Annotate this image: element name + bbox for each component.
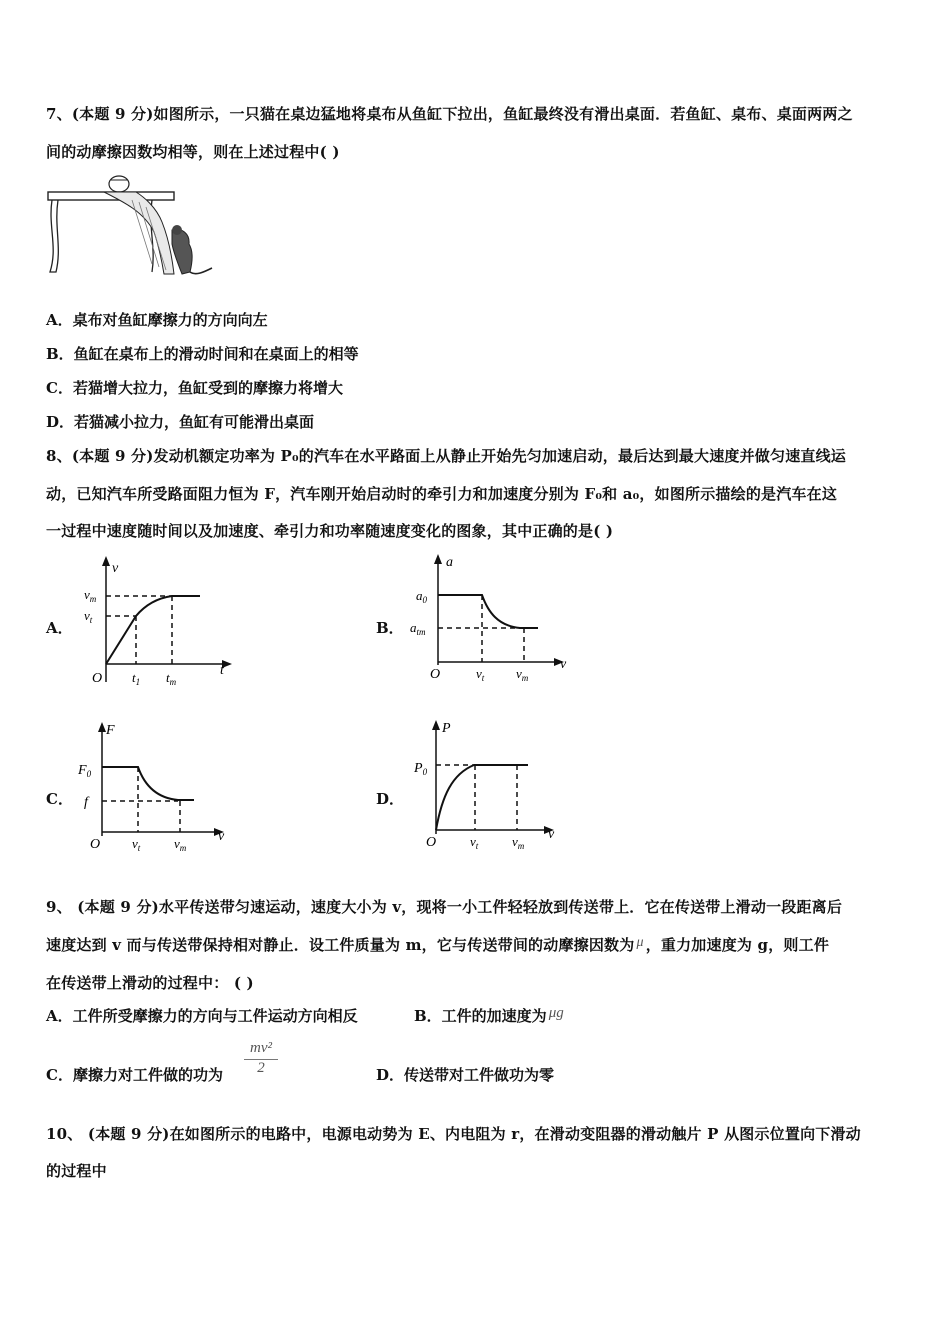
q7-text-line2: 间的动摩擦因数均相等，则在上述过程中( ) [46,143,340,161]
graph-b-curve [438,595,538,628]
graph-c-x2-label: $v_m$ [174,836,187,853]
graph-c-y-label: F [106,723,115,738]
graph-b-ymid-label: $a_{tm}$ [410,620,426,637]
q7-option-b[interactable]: B．鱼缸在桌布上的滑动时间和在桌面上的相等 [46,345,359,363]
graph-d-y-label: P [442,721,451,736]
graph-a-x1-label: $t_1$ [132,670,141,687]
graph-d-x2-label: $v_m$ [512,834,525,851]
graph-c-y-arrow [98,722,106,732]
work-fraction [244,1040,278,1077]
graph-c [72,718,242,858]
q8-text-line2: 动，已知汽车所受路面阻力恒为 F，汽车刚开始启动时的牵引力和加速度分别为 F₀和 a₀，如图所示描绘的是汽车在这 [46,485,838,503]
graph-c-curve [102,767,194,800]
q9-option-a[interactable]: A．工件所受摩擦力的方向与工件运动方向相反 [46,1007,358,1025]
graph-d-x1-label: $v_t$ [470,834,479,851]
q8-option-c-label[interactable]: C． [46,790,73,808]
graph-c-x-label: v [218,829,225,844]
q7-option-a[interactable]: A．桌布对鱼缸摩擦力的方向向左 [46,311,268,329]
graph-c-ytop-label: $F_0$ [78,763,92,779]
q9-text-line3: 在传送带上滑动的过程中： ( ) [46,974,254,992]
graph-b-y-label: a [446,555,453,570]
graph-b-x-label: v [560,657,567,672]
q10-text-line1: 10、 (本题 9 分)在如图所示的电路中，电源电动势为 E、内电阻为 r，在滑动变阻器的滑动触片 P 从图示位置向下滑动 [46,1125,861,1143]
graph-a-y-arrow [102,556,110,566]
graph-d-origin: O [426,835,437,850]
q9-text-line2 [46,934,829,955]
graph-a-ytop-label: $v_m$ [84,587,97,604]
q10-text-line2: 的过程中 [46,1162,107,1180]
fraction-numerator: mv² [250,1040,272,1056]
q8-text-line3: 一过程中速度随时间以及加速度、牵引力和功率随速度变化的图象，其中正确的是( ) [46,522,614,540]
graph-b [408,550,578,690]
q9-text-line2a: 速度达到 v 而与传送带保持相对静止．设工件质量为 m，它与传送带间的动摩擦因数为 [46,936,635,954]
graph-c-x1-label: $v_t$ [132,836,141,853]
graph-d-y-arrow [432,720,440,730]
graph-a-x2-label: $t_m$ [166,670,177,687]
graph-d-ytop-label: $P_0$ [414,761,428,777]
q7-option-d[interactable]: D．若猫减小拉力，鱼缸有可能滑出桌面 [46,413,315,431]
graph-a-curve [106,596,200,664]
graph-b-x2-label: $v_m$ [516,666,529,683]
q8-text-line1: 8、(本题 9 分)发动机额定功率为 P₀的汽车在水平路面上从静止开始先匀加速启动，最后达到最大速度并做匀速直线运 [46,447,846,465]
graph-b-x1-label: $v_t$ [476,666,485,683]
q8-option-b-label[interactable]: B． [376,619,404,637]
q9-option-b[interactable] [414,1005,564,1026]
graph-d-curve [436,765,528,830]
graph-a-y-label: v [112,561,119,576]
mu-g-math: μg [548,1005,564,1021]
graph-a [76,552,236,692]
graph-a-ymid-label: $v_t$ [84,608,93,625]
graph-c-ymid-label: f [84,795,88,810]
graph-c-origin: O [90,837,101,852]
q8-option-d-label[interactable]: D． [376,790,405,808]
q9-option-c[interactable]: C．摩擦力对工件做的功为 [46,1066,223,1084]
cat-table-illustration [44,172,214,280]
q7-text-line1: 7、(本题 9 分)如图所示，一只猫在桌边猛地将桌布从鱼缸下拉出，鱼缸最终没有滑出桌面．若鱼缸、桌布、桌面两两之 [46,105,853,123]
graph-a-x-label: t [220,663,224,678]
graph-b-y-arrow [434,554,442,564]
graph-d [408,716,568,856]
graph-b-ytop-label: $a_0$ [416,588,427,605]
q9-text-line1: 9、 (本题 9 分)水平传送带匀速运动，速度大小为 v，现将一小工件轻轻放到传送带上．它在传送带上滑动一段距离后 [46,898,843,916]
q9-option-b-text: B．工件的加速度为 [414,1007,547,1025]
graph-d-x-label: v [548,827,555,842]
q9-text-line2b: ，重力加速度为 g，则工件 [645,936,830,954]
graph-b-origin: O [430,667,441,682]
graph-a-origin: O [92,671,103,686]
q8-option-a-label[interactable]: A． [46,619,73,637]
q7-option-c[interactable]: C．若猫增大拉力，鱼缸受到的摩擦力将增大 [46,379,343,397]
q9-option-d[interactable]: D．传送带对工件做功为零 [376,1066,555,1084]
fraction-denominator: 2 [244,1059,278,1077]
mu-symbol: μ [636,935,644,950]
